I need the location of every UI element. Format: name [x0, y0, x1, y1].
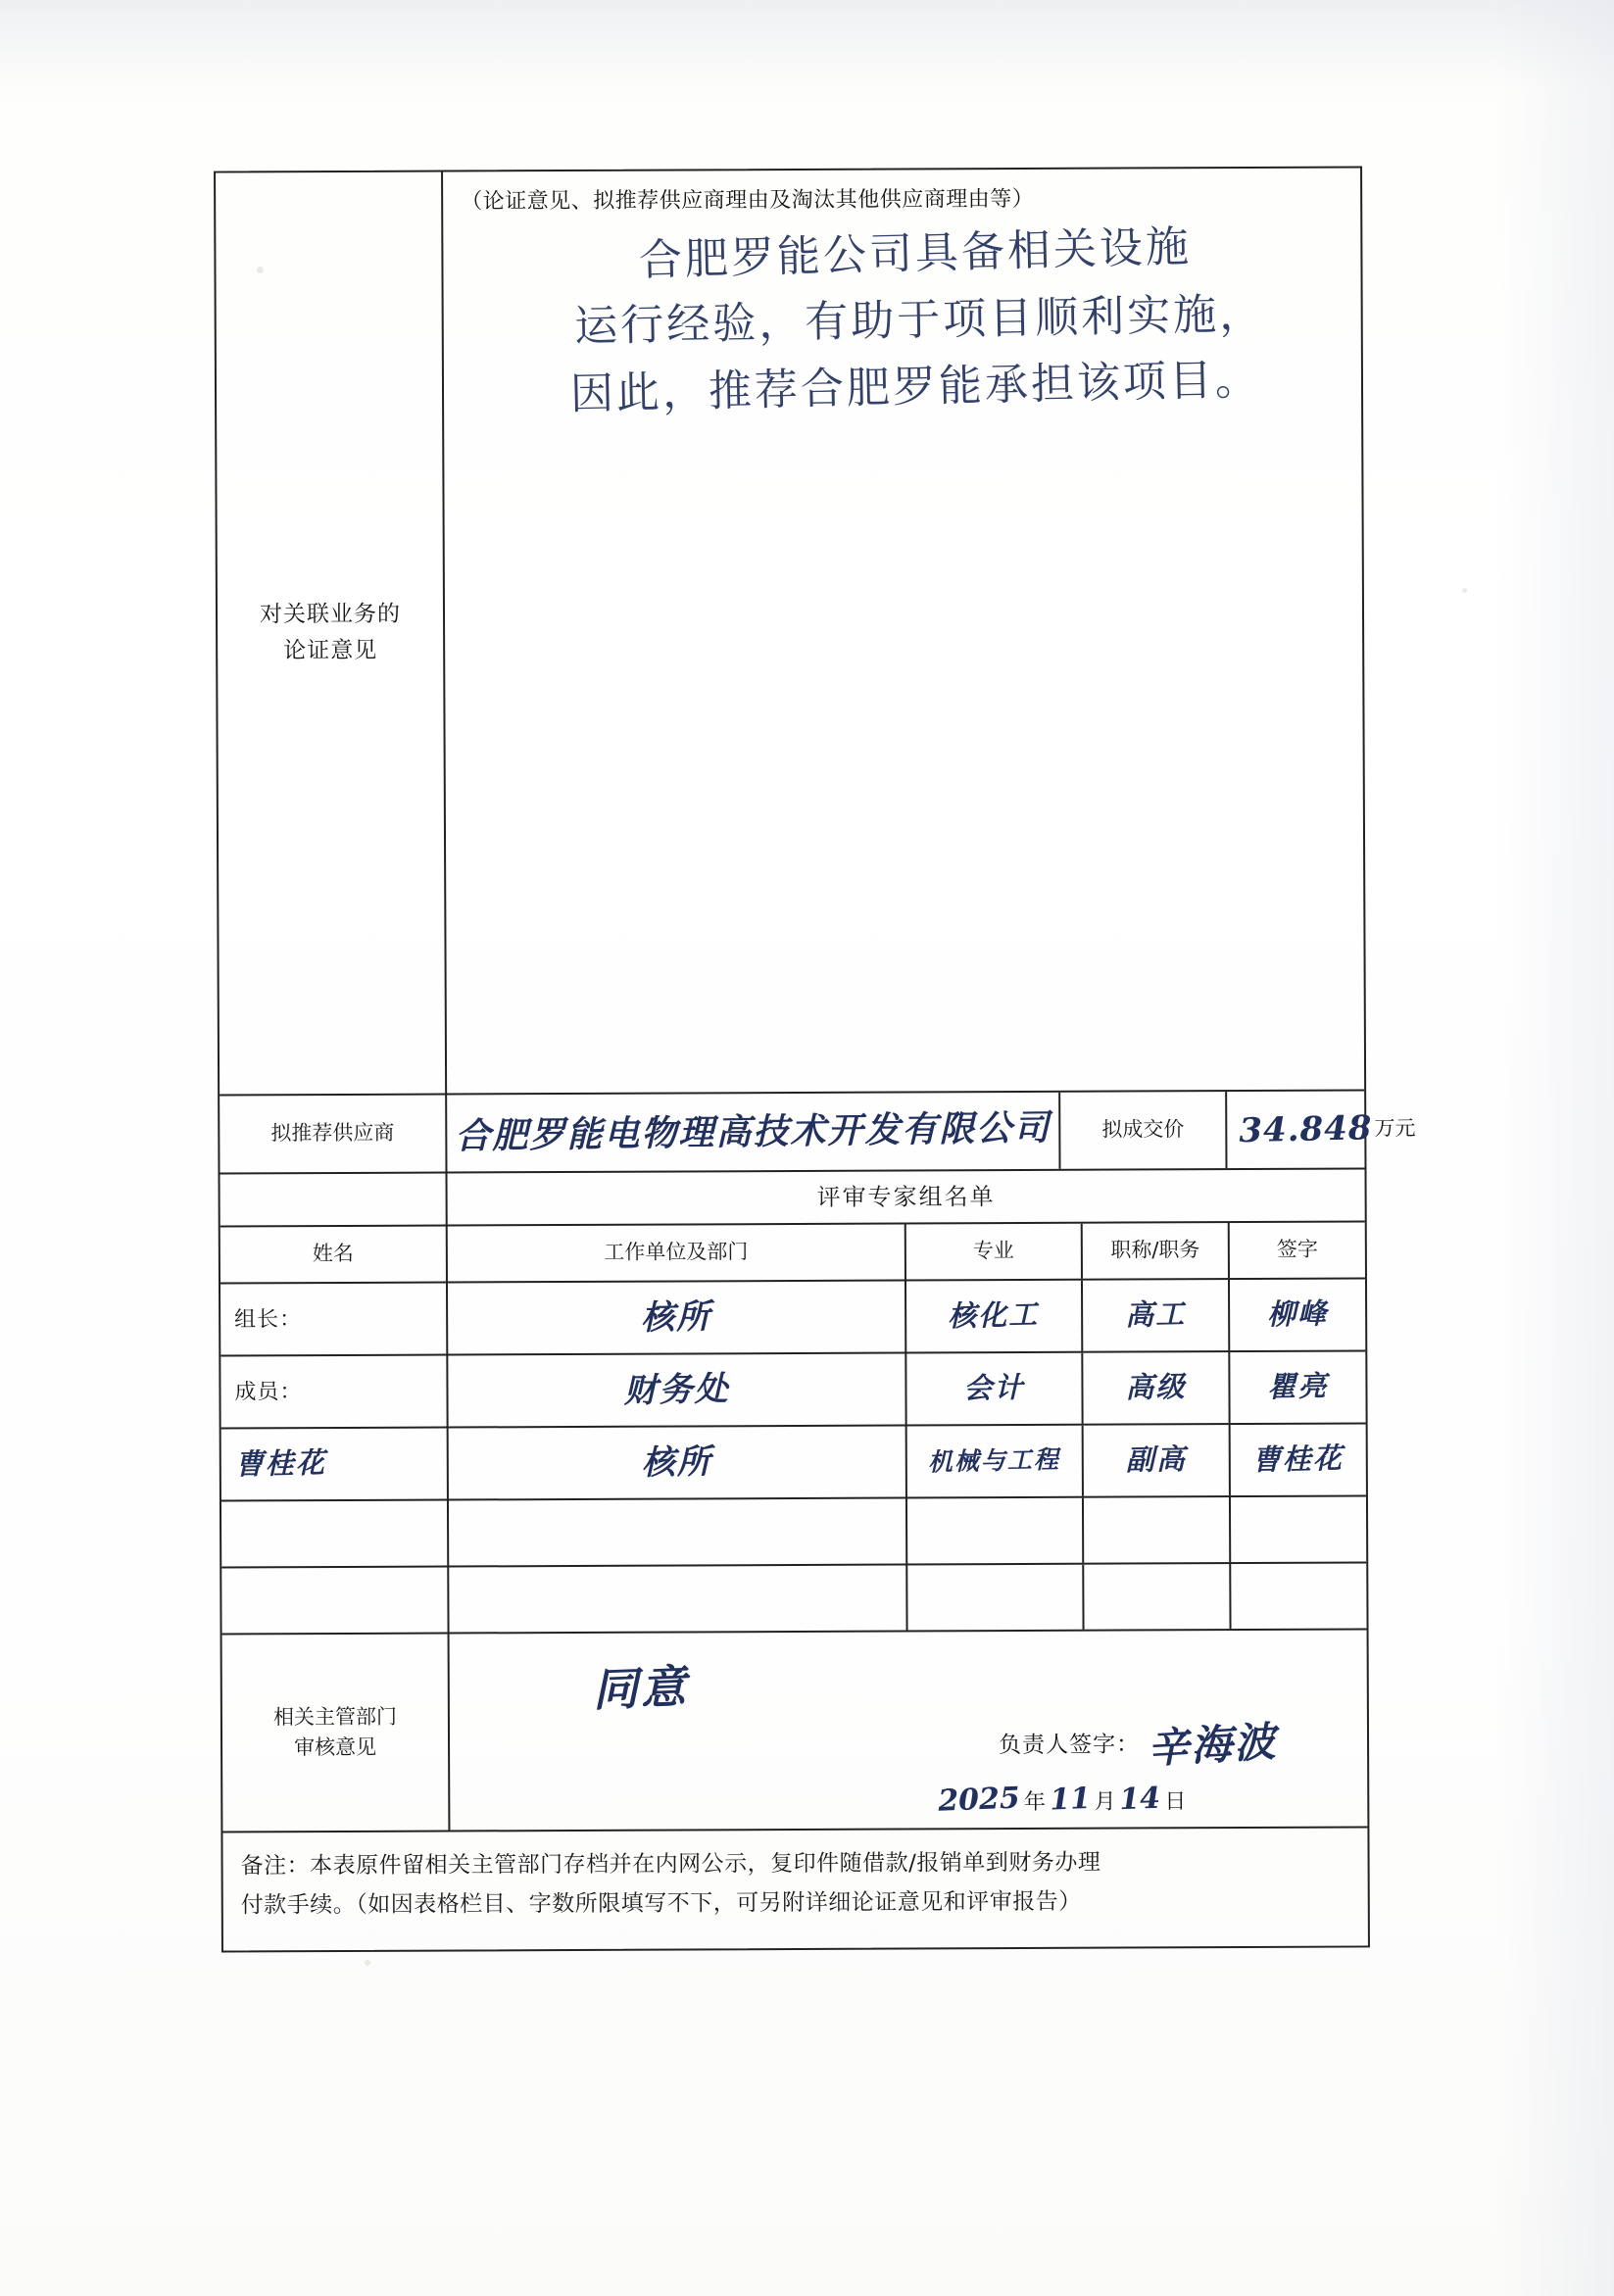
- evaluation-form-table: [214, 166, 1416, 1952]
- opinion-handwriting-line: 合肥罗能公司具备相关设施: [638, 221, 1193, 286]
- opinion-handwriting-line: 运行经验，有助于项目顺利实施，: [573, 289, 1266, 353]
- table-row: [221, 1563, 1366, 1635]
- remark-line-1: 备注：本表原件留相关主管部门存档并在内网公示，复印件随借款/报销单到财务办理: [240, 1849, 1101, 1880]
- scan-speck: [365, 1960, 370, 1966]
- supplier-row: [220, 1091, 1416, 1174]
- member-title-handwriting: 副高: [1125, 1441, 1188, 1478]
- member-signature-handwriting: 柳峰: [1266, 1296, 1329, 1332]
- member-signature-handwriting: 曹桂花: [1251, 1441, 1345, 1478]
- member-name-handwriting: 曹桂花: [234, 1445, 327, 1482]
- date-month-unit: 月: [1094, 1789, 1116, 1815]
- remark-line-2: 付款手续。（如因表格栏目、字数所限填写不下，可另附详细论证意见和评审报告）: [240, 1888, 1082, 1919]
- price-unit-label: 万元: [1374, 1116, 1416, 1141]
- expert-table-header-row: [220, 1222, 1365, 1284]
- price-value-cell: [1227, 1091, 1429, 1168]
- member-unit-cell: [449, 1565, 907, 1632]
- date-year-unit: 年: [1023, 1789, 1046, 1815]
- header-major: 专业: [906, 1224, 1083, 1280]
- expert-group-title-spacer: [220, 1174, 448, 1226]
- member-title-cell: [1084, 1564, 1231, 1630]
- member-unit-cell: [449, 1498, 907, 1565]
- member-title-cell: [1084, 1425, 1231, 1496]
- member-major-handwriting: 机械与工程: [927, 1444, 1061, 1477]
- opinion-row-label-text: 对关联业务的 论证意见: [259, 601, 402, 664]
- date-day-value: 14: [1118, 1781, 1161, 1818]
- expert-group-title-row: [220, 1169, 1365, 1227]
- member-name-cell: [220, 1284, 448, 1355]
- signer-signature-handwriting: 辛海波: [1146, 1717, 1279, 1773]
- member-signature-handwriting: 瞿亮: [1267, 1369, 1329, 1404]
- signature-date-line: [938, 1777, 1186, 1822]
- price-value-handwriting: 34.848: [1238, 1107, 1373, 1150]
- member-unit-handwriting: 核所: [640, 1296, 712, 1338]
- header-name: 姓名: [220, 1227, 448, 1283]
- member-name-cell: [221, 1568, 449, 1634]
- header-signature: 签字: [1276, 1237, 1318, 1262]
- member-signature-cell: [1230, 1279, 1365, 1350]
- table-row: [220, 1351, 1365, 1429]
- member-signature-cell: [1231, 1424, 1366, 1495]
- member-title-cell: [1083, 1280, 1230, 1351]
- scan-speck: [1462, 588, 1467, 593]
- opinion-hint-text: （论证意见、拟推荐供应商理由及淘汰其他供应商理由等）: [461, 186, 1035, 215]
- signer-line: [999, 1714, 1277, 1777]
- member-title-handwriting: 高工: [1124, 1296, 1187, 1333]
- member-major-cell: [907, 1565, 1084, 1631]
- supplier-value-handwriting: 合肥罗能电物理高技术开发有限公司: [455, 1106, 1052, 1157]
- opinion-row: [216, 168, 1364, 1096]
- date-year-value: 2025: [937, 1781, 1021, 1819]
- department-opinion-label-text: 相关主管部门 审核意见: [272, 1704, 397, 1760]
- remark-row: [222, 1828, 1368, 1950]
- department-opinion-label: [222, 1635, 451, 1832]
- opinion-row-label: [216, 172, 447, 1095]
- member-major-cell: [907, 1498, 1084, 1564]
- member-major-cell: [906, 1281, 1083, 1352]
- member-title-cell: [1084, 1497, 1231, 1563]
- member-title-handwriting: 高级: [1125, 1369, 1187, 1405]
- member-role-label: 组长：: [234, 1306, 303, 1332]
- member-major-cell: [907, 1426, 1084, 1497]
- member-unit-handwriting: 财务处: [623, 1368, 730, 1411]
- remark-text-cell: [222, 1828, 1368, 1950]
- department-opinion-cell: [450, 1630, 1368, 1830]
- member-signature-cell: [1231, 1496, 1366, 1562]
- supplier-value-cell: [447, 1093, 1060, 1172]
- member-major-handwriting: 核化工: [948, 1297, 1040, 1334]
- date-day-unit: 日: [1164, 1789, 1187, 1815]
- member-name-cell: [221, 1501, 449, 1567]
- member-title-cell: [1083, 1352, 1230, 1424]
- price-label: 拟成交价: [1060, 1092, 1227, 1169]
- table-row: [221, 1424, 1366, 1501]
- member-signature-cell: [1230, 1351, 1365, 1423]
- member-unit-cell: [449, 1426, 907, 1498]
- member-signature-cell: [1231, 1563, 1366, 1629]
- member-name-cell: [221, 1429, 449, 1500]
- table-row: [220, 1279, 1365, 1356]
- member-unit-handwriting: 核所: [641, 1441, 713, 1483]
- header-unit: 工作单位及部门: [448, 1224, 906, 1281]
- table-row: [221, 1496, 1366, 1568]
- member-unit-cell: [448, 1353, 906, 1426]
- scan-shadow-top: [0, 0, 1614, 88]
- member-name-cell: [220, 1356, 448, 1428]
- supplier-label: 拟推荐供应商: [220, 1096, 447, 1173]
- date-month-value: 11: [1049, 1781, 1092, 1818]
- department-opinion-handwriting: 同意: [591, 1659, 690, 1717]
- scan-shadow-right: [1496, 0, 1614, 2296]
- signer-label: 负责人签字：: [999, 1732, 1141, 1759]
- opinion-handwriting: [480, 210, 1353, 432]
- opinion-content-cell: [443, 168, 1364, 1093]
- member-role-label: 成员：: [234, 1379, 303, 1404]
- department-opinion-row: [222, 1630, 1368, 1832]
- header-title: 职称/职务: [1083, 1223, 1230, 1279]
- opinion-handwriting-line: 因此，推荐合肥罗能承担该项目。: [569, 355, 1262, 420]
- member-unit-cell: [448, 1281, 906, 1353]
- member-major-cell: [906, 1353, 1083, 1425]
- expert-group-title: 评审专家组名单: [816, 1183, 996, 1211]
- member-major-handwriting: 会计: [963, 1370, 1025, 1406]
